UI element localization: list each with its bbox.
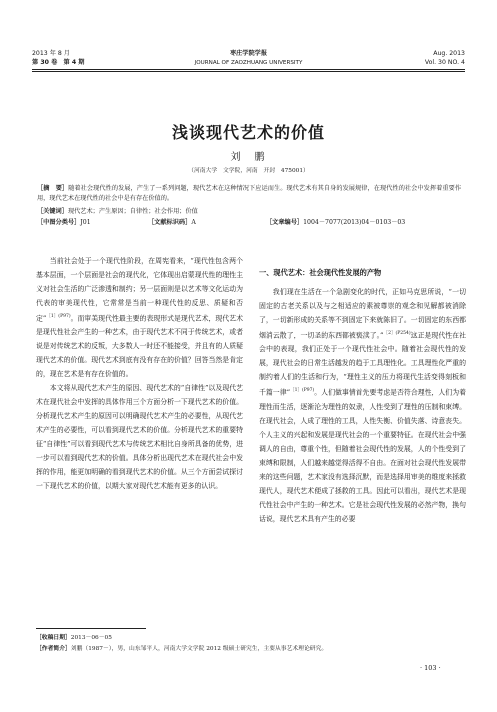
clc-label: ［中图分类号］ <box>37 219 81 226</box>
header-volume-right: Vol. 30 NO. 4 <box>424 59 465 66</box>
author-bio-label: ［作者简介］ <box>36 646 71 652</box>
section-heading: 一、现代艺术：社会现代性发展的产物 <box>259 268 382 277</box>
right-paragraph-1: 我们现在生活在一个急剧变化的时代，正如马克思所说，“一切固定的古老关系以及与之相适应的素被尊崇的观念和见解都被消除了，一切新形成的关系等不到固定下来就陈旧了。一切固定的东西都烟消云散了，一切圣的东西都被亵渎了。”$^{[2](P254)}$这正是现代性在社会中的表现，我们正处于一个现代性社会中。随着社会现代性的发展，现代社会的日常生活越发的趋于工具理性化。工具理性化严重的制约着人们的生活和行为，“理性主义的压力将现代生活变得刻板和千篇一律”$^{[1](P97)}$。人们做事情首先要考虑是否符合理性，人们为着理性而生活，逐渐沦为理性的奴隶，人性受到了理性的压制和束缚。在现代社会，人成了理性的工具，人性失衡、价值失落、诗意丧失。个人主义的兴起和发展是现代社会的一个重要特征。在现代社会中强调人的自由，尊重个性，但随着社会现代性的发展，人的个性受到了束缚和限制，人们越来越觉得活得不自由。在面对社会现代性发展带来的这些问题，艺术家没有选择沉默，而是选择用审美的维度来拯救现代人，现代艺术便成了拯救的工具。因此可以看出，现代艺术是现代性社会中产生的一种艺术。它是社会现代性发展的必然产物，换句话说，现代艺术具有产生的必要 <box>259 288 466 523</box>
header-rule-thin <box>32 71 465 72</box>
header-date-left: 2013 年 8 月 <box>32 50 70 57</box>
doc-code <box>148 218 196 228</box>
received-value: 2013－06－05 <box>70 635 112 641</box>
footnote-author <box>36 644 466 654</box>
received-label: ［收稿日期］ <box>36 635 71 641</box>
left-column <box>36 254 243 493</box>
citation-ref: ［2］(P254) <box>383 331 411 336</box>
keywords-text: 现代艺术；产生原因；自律性；社会作用；价值 <box>67 208 198 215</box>
header-rule-thick <box>32 69 465 70</box>
header-journal-cn: 枣庄学院学报 <box>229 50 268 57</box>
citation-ref: ［1］(P97) <box>46 314 71 319</box>
abstract <box>37 184 461 204</box>
right-column <box>259 285 466 526</box>
page-number: · 103 · <box>420 664 441 672</box>
clc <box>37 218 91 228</box>
keywords <box>37 207 461 217</box>
abstract-label: ［摘 要］ <box>37 185 69 192</box>
left-paragraph-1: 当前社会处于一个现代性阶段，在周宪看来，“现代性包含两个基本层面，一个层面是社会的现代化，它体现出启蒙现代性的理性主义对社会生活的广泛渗透和制约；另一层面则是以艺术等文化运动为代表的审美现代性，它常常是当前一种现代性的反思、质疑和否定”$^{[1](P97)}$。而审美现代性最主要的表现形式是现代艺术，现代艺术是现代性社会产生的一种艺术，由于现代艺术不同于传统艺术，或者说是对传统艺术的反叛，大多数人一时还不能接受，并且有的人质疑现代艺术的价值。现代艺术到底有没有存在的价值？回答当然是肯定的，现在艺术是有存在价值的。 <box>36 257 243 379</box>
header-journal-en: JOURNAL OF ZAOZHUANG UNIVERSITY <box>194 60 303 66</box>
header-volume-left: 第 30 卷 第 4 期 <box>32 59 85 66</box>
article-affiliation: （河南大学 文学院，河南 开封 475001） <box>188 168 309 174</box>
article-no-value: 1004－7077(2013)04－0103－03 <box>303 219 406 226</box>
article-no-label: ［文章编号］ <box>266 219 304 226</box>
header-date-right: Aug. 2013 <box>433 50 465 57</box>
clc-value: J01 <box>80 219 91 226</box>
footnote-received <box>36 633 112 643</box>
abstract-text: 随着社会现代性的发展，产生了一系列问题，现代艺术在这种情况下应运而生。现代艺术有其自身的发展规律，在现代性的社会中发挥着重要作用，现代艺术在现代性的社会中是有存在价值的。 <box>37 185 462 202</box>
footnote-rule <box>36 628 146 629</box>
article-author: 刘 鹏 <box>230 152 267 163</box>
doc-code-label: ［文献标识码］ <box>148 219 192 226</box>
article-no <box>266 218 405 228</box>
keywords-label: ［关键词］ <box>37 208 68 215</box>
author-bio-value: 刘鹏（1987－），男，山东邹平人，河南大学文学院 2012 级硕士研究生，主要从事艺术理论研究。 <box>70 646 328 652</box>
article-title: 浅谈现代艺术的价值 <box>171 123 325 142</box>
citation-ref: ［1］(P97) <box>290 388 315 394</box>
doc-code-value: A <box>191 219 196 226</box>
left-paragraph-2: 本文将从现代艺术产生的原因、现代艺术的“自律性”以及现代艺术在现代社会中发挥的具体作用三个方面分析一下现代艺术的价值。分析现代艺术产生的原因可以明确现代艺术产生的必要性，从现代艺术产生的必要性，可以看到现代艺术的价值。分析现代艺术的重要特征“自律性”可以看到现代艺术与传统艺术相比自身所具备的优势，进一步可以看到现代艺术的价值。具体分析出现代艺术在现代社会中发挥的作用，能更加明确的看到现代艺术的价值。从三个方面尝试探讨一下现代艺术的价值，以期大家对现代艺术能有更多的认识。 <box>36 384 243 491</box>
